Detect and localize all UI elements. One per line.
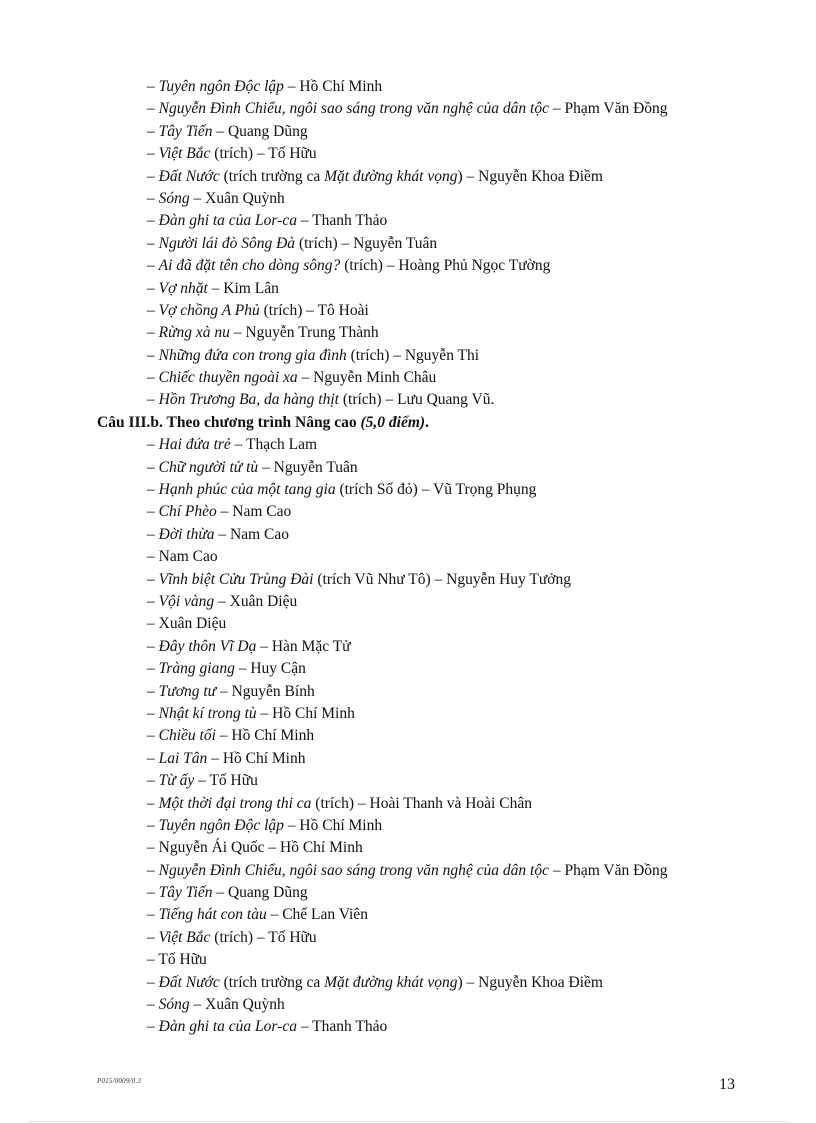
list-item bbox=[0, 479, 816, 501]
text-segment: – bbox=[147, 973, 159, 991]
list-item bbox=[0, 681, 816, 703]
italic-text: Chí Phèo bbox=[158, 503, 217, 521]
text-segment: – bbox=[147, 794, 159, 812]
list-item bbox=[0, 166, 816, 188]
page-number: 13 bbox=[719, 1076, 735, 1093]
list-item bbox=[0, 613, 816, 635]
text-segment: – Nguyễn Tuân bbox=[258, 458, 358, 476]
italic-text: Hồn Trương Ba, da hàng thịt bbox=[158, 391, 339, 409]
list-item bbox=[0, 98, 816, 120]
italic-text: (5,0 điểm) bbox=[360, 413, 426, 431]
text-segment: – Quang Dũng bbox=[212, 122, 308, 140]
text-segment: – bbox=[147, 212, 159, 230]
list-item bbox=[0, 255, 816, 277]
italic-text: Nguyễn Đình Chiểu, ngôi sao sáng trong văn nghệ của dân tộc bbox=[158, 100, 549, 118]
italic-text: Từ ấy bbox=[158, 772, 195, 790]
list-item bbox=[0, 949, 816, 971]
italic-text: Tương tư bbox=[158, 682, 217, 700]
list-item bbox=[0, 860, 816, 882]
text-segment: – bbox=[147, 234, 159, 252]
text-segment: – Tố Hữu bbox=[147, 951, 207, 969]
list-item bbox=[0, 994, 816, 1016]
italic-text: Vợ chồng A Phủ bbox=[158, 301, 260, 319]
italic-text: Việt Bắc bbox=[158, 145, 211, 163]
text-segment: – Hồ Chí Minh bbox=[207, 749, 306, 767]
list-item bbox=[0, 345, 816, 367]
list-item bbox=[0, 748, 816, 770]
list-item bbox=[0, 703, 816, 725]
italic-text: Đất Nước bbox=[158, 167, 220, 185]
content-list bbox=[0, 76, 816, 1039]
text-segment: – Hồ Chí Minh bbox=[283, 78, 383, 95]
text-segment: – bbox=[147, 279, 159, 297]
italic-text: Lai Tân bbox=[158, 749, 208, 767]
text-segment: (trích trường ca bbox=[219, 167, 325, 185]
italic-text: Chiều tối bbox=[158, 727, 216, 745]
text-segment: (trích) – Tố Hữu bbox=[210, 928, 317, 946]
list-item bbox=[0, 143, 816, 165]
text-segment: (trích) – Tố Hữu bbox=[210, 145, 317, 163]
list-item bbox=[0, 770, 816, 792]
italic-text: Mặt đường khát vọng bbox=[324, 167, 458, 185]
list-item bbox=[0, 501, 816, 523]
text-segment: (trích) – Nguyễn Thi bbox=[346, 346, 480, 364]
list-item bbox=[0, 636, 816, 658]
text-segment: – bbox=[147, 122, 159, 140]
list-item bbox=[0, 188, 816, 210]
text-segment: – Chế Lan Viên bbox=[266, 906, 368, 924]
text-segment: – bbox=[147, 369, 159, 387]
italic-text: Nhật kí trong tù bbox=[158, 704, 257, 722]
text-segment: – Hàn Mặc Tử bbox=[256, 637, 351, 655]
list-item bbox=[0, 972, 816, 994]
text-segment: (trích trường ca bbox=[219, 973, 325, 991]
italic-text: Tây Tiến bbox=[158, 122, 213, 140]
text-segment: – bbox=[147, 189, 159, 207]
text-segment: . bbox=[425, 413, 429, 431]
italic-text: Một thời đại trong thi ca bbox=[158, 794, 312, 812]
italic-text: Chữ người tử tù bbox=[158, 458, 259, 476]
page-bottom-rule bbox=[28, 1121, 788, 1122]
italic-text: Sóng bbox=[158, 996, 190, 1014]
text-segment: ) – Nguyễn Khoa Điềm bbox=[457, 167, 603, 185]
italic-text: Đàn ghi ta của Lor-ca bbox=[158, 1018, 297, 1036]
text-segment: – bbox=[147, 996, 159, 1014]
text-segment: – bbox=[147, 928, 159, 946]
text-segment: – bbox=[147, 301, 159, 319]
text-segment: – bbox=[147, 592, 159, 610]
list-item bbox=[0, 591, 816, 613]
text-segment: – bbox=[147, 167, 159, 185]
italic-text: Đàn ghi ta của Lor-ca bbox=[158, 212, 297, 230]
list-item bbox=[0, 546, 816, 568]
list-item bbox=[0, 457, 816, 479]
text-segment: – bbox=[147, 727, 159, 745]
italic-text: Việt Bắc bbox=[158, 928, 211, 946]
list-item bbox=[0, 569, 816, 591]
italic-text: Người lái đò Sông Đà bbox=[158, 234, 296, 252]
text-segment: – Thanh Thảo bbox=[296, 1018, 388, 1036]
list-item bbox=[0, 367, 816, 389]
list-item bbox=[0, 882, 816, 904]
text-segment: – Xuân Diệu bbox=[214, 592, 298, 610]
text-segment: – bbox=[147, 637, 159, 655]
italic-text: Hạnh phúc của một tang gia bbox=[158, 481, 336, 499]
italic-text: Ai đã đặt tên cho dòng sông? bbox=[158, 257, 341, 275]
list-item bbox=[0, 389, 816, 411]
text-segment: – bbox=[147, 570, 159, 588]
list-item bbox=[0, 658, 816, 680]
italic-text: Đây thôn Vĩ Dạ bbox=[158, 637, 257, 655]
list-item bbox=[0, 76, 816, 98]
text-segment: – Thạch Lam bbox=[230, 436, 318, 454]
text-segment: – bbox=[147, 884, 159, 902]
text-segment: – bbox=[147, 704, 159, 722]
text-segment: – Hồ Chí Minh bbox=[283, 816, 383, 834]
text-segment: – Nguyễn Trung Thành bbox=[229, 324, 379, 342]
text-segment: – bbox=[147, 503, 159, 521]
text-segment: – Quang Dũng bbox=[212, 884, 308, 902]
list-item bbox=[0, 837, 816, 859]
text-segment: (trích) – Tô Hoài bbox=[259, 301, 369, 319]
list-item bbox=[0, 1016, 816, 1038]
list-item bbox=[0, 725, 816, 747]
italic-text: Hai đứa trẻ bbox=[158, 436, 231, 454]
text-segment: – bbox=[147, 78, 159, 95]
italic-text: Vội vàng bbox=[158, 592, 215, 610]
text-segment: – Huy Cận bbox=[234, 660, 306, 678]
text-segment: – Xuân Diệu bbox=[147, 615, 227, 633]
list-item bbox=[0, 904, 816, 926]
text-segment: (trích) – Lưu Quang Vũ. bbox=[338, 391, 495, 409]
list-item bbox=[0, 815, 816, 837]
section-heading bbox=[0, 412, 816, 434]
list-item bbox=[0, 434, 816, 456]
list-item bbox=[0, 300, 816, 322]
text-segment: – Nam Cao bbox=[216, 503, 292, 521]
text-segment: (trích) – Nguyễn Tuân bbox=[295, 234, 438, 252]
text-segment: – Hồ Chí Minh bbox=[256, 704, 355, 722]
list-item bbox=[0, 793, 816, 815]
text-segment: Câu III.b. Theo chương trình Nâng cao bbox=[97, 413, 361, 431]
italic-text: Mặt đường khát vọng bbox=[324, 973, 458, 991]
footer-code: P015/0009/0.3 bbox=[97, 1077, 142, 1085]
text-segment: – bbox=[147, 682, 159, 700]
text-segment: – bbox=[147, 772, 159, 790]
text-segment: – Thanh Thảo bbox=[296, 212, 388, 230]
text-segment: ) – Nguyễn Khoa Điềm bbox=[457, 973, 603, 991]
italic-text: Đời thừa bbox=[158, 525, 215, 543]
text-segment: – bbox=[147, 861, 159, 879]
text-segment: – bbox=[147, 660, 159, 678]
italic-text: Tuyên ngôn Độc lập bbox=[158, 78, 284, 95]
text-segment: (trích Số đỏ) – Vũ Trọng Phụng bbox=[335, 481, 537, 499]
italic-text: Đất Nước bbox=[158, 973, 220, 991]
italic-text: Sóng bbox=[158, 189, 190, 207]
italic-text: Nguyễn Đình Chiểu, ngôi sao sáng trong văn nghệ của dân tộc bbox=[158, 861, 549, 879]
italic-text: Vĩnh biệt Cửu Trùng Đài bbox=[158, 570, 314, 588]
text-segment: – bbox=[147, 1018, 159, 1036]
text-segment: – bbox=[147, 436, 159, 454]
text-segment: – Nam Cao bbox=[147, 548, 218, 566]
italic-text: Tiếng hát con tàu bbox=[158, 906, 267, 924]
italic-text: Vợ nhặt bbox=[158, 279, 208, 297]
text-segment: – Xuân Quỳnh bbox=[189, 189, 285, 207]
text-segment: (trích) – Hoàng Phủ Ngọc Tường bbox=[340, 257, 551, 275]
list-item bbox=[0, 927, 816, 949]
text-segment: (trích Vũ Như Tô) – Nguyễn Huy Tưởng bbox=[313, 570, 571, 588]
text-segment: – bbox=[147, 257, 159, 275]
text-segment: – bbox=[147, 481, 159, 499]
text-segment: – bbox=[147, 145, 159, 163]
text-segment: – bbox=[147, 346, 159, 364]
list-item bbox=[0, 121, 816, 143]
text-segment: – Nguyễn Ái Quốc – Hồ Chí Minh bbox=[147, 839, 363, 857]
text-segment: – bbox=[147, 816, 159, 834]
text-segment: – Nguyễn Minh Châu bbox=[297, 369, 437, 387]
italic-text: Rừng xà nu bbox=[158, 324, 230, 342]
text-segment: – Kim Lân bbox=[207, 279, 279, 297]
italic-text: Chiếc thuyền ngoài xa bbox=[158, 369, 298, 387]
text-segment: – bbox=[147, 525, 159, 543]
italic-text: Tràng giang bbox=[158, 660, 235, 678]
text-segment: – bbox=[147, 458, 159, 476]
list-item bbox=[0, 322, 816, 344]
text-segment: – bbox=[147, 100, 159, 118]
text-segment: – Nguyễn Bính bbox=[216, 682, 315, 700]
list-item bbox=[0, 233, 816, 255]
text-segment: – Nam Cao bbox=[214, 525, 290, 543]
text-segment: – Hồ Chí Minh bbox=[215, 727, 315, 745]
text-segment: – bbox=[147, 324, 159, 342]
text-segment: – bbox=[147, 906, 159, 924]
text-segment: – bbox=[147, 749, 159, 767]
text-segment: – Phạm Văn Đồng bbox=[548, 100, 668, 118]
italic-text: Những đứa con trong gia đình bbox=[158, 346, 347, 364]
list-item bbox=[0, 210, 816, 232]
list-item bbox=[0, 524, 816, 546]
list-item bbox=[0, 278, 816, 300]
text-segment: – Xuân Quỳnh bbox=[189, 996, 285, 1014]
text-segment: – Phạm Văn Đồng bbox=[548, 861, 668, 879]
text-segment: (trích) – Hoài Thanh và Hoài Chân bbox=[311, 794, 532, 812]
text-segment: – Tố Hữu bbox=[194, 772, 258, 790]
italic-text: Tây Tiến bbox=[158, 884, 213, 902]
italic-text: Tuyên ngôn Độc lập bbox=[158, 816, 284, 834]
text-segment: – bbox=[147, 391, 159, 409]
